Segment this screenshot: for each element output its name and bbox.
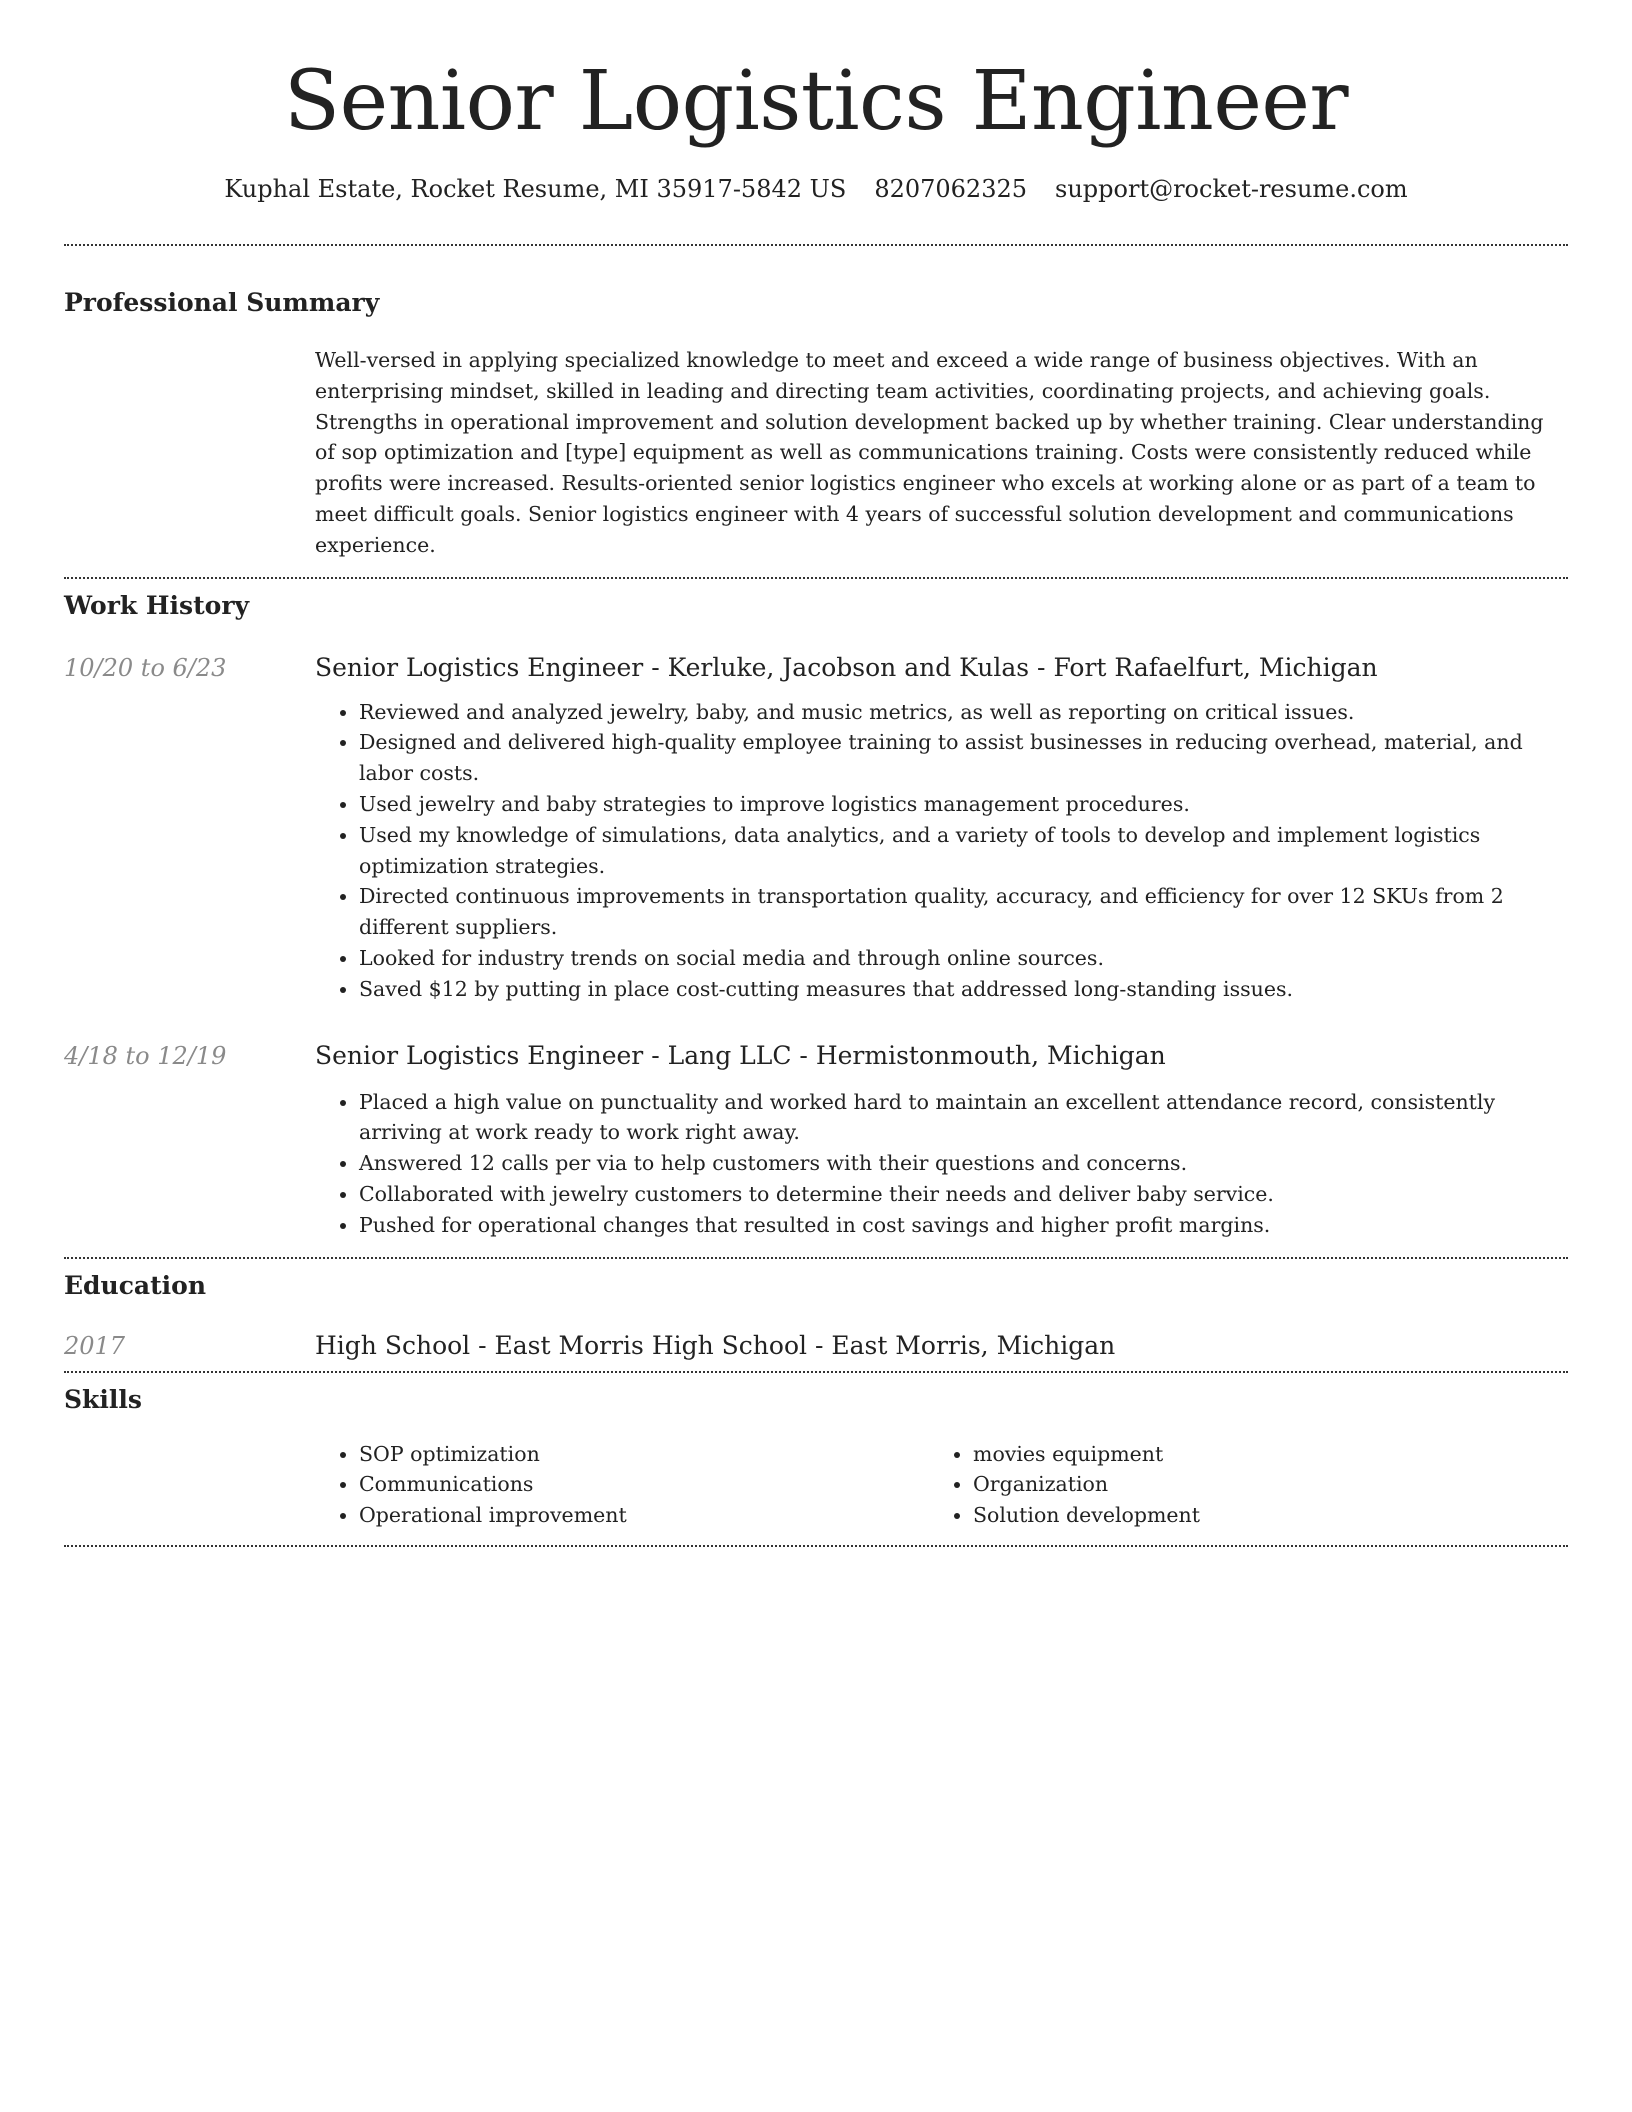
divider bbox=[64, 577, 1568, 579]
job-bullets bbox=[315, 1087, 1568, 1241]
skill-item: • Operational improvement bbox=[359, 1500, 929, 1531]
summary-text: Well-versed in applying specialized knowledge to meet and exceed a wide range of business objectives. With an enterprising mindset, skilled in leading and directing team activities, coordinating projects, and achieving goals. Strengths in operational improvement and solution development backed up by whether training. Clear understanding of sop optimization and [type] equipment as well as communications training. Costs were consistently reduced while profits were increased. Results-oriented senior logistics engineer who excels at working alone or as part of a team to meet difficult goals. Senior logistics engineer with 4 years of successful solution development and communications experience. bbox=[315, 348, 1544, 557]
list-item: • Pushed for operational changes that resulted in cost savings and higher profit margins. bbox=[359, 1210, 1568, 1241]
skill-item: • movies equipment bbox=[973, 1439, 1200, 1470]
education-heading: Education bbox=[64, 1270, 207, 1300]
list-item: • Directed continuous improvements in transportation quality, accuracy, and efficiency for over 12 SKUs from 2 different suppliers. bbox=[359, 881, 1568, 943]
skills-heading: Skills bbox=[64, 1384, 142, 1414]
skill-item: • Organization bbox=[973, 1469, 1200, 1500]
list-item: • Used jewelry and baby strategies to improve logistics management procedures. bbox=[359, 789, 1568, 820]
contact-phone: 8207062325 bbox=[874, 175, 1028, 203]
divider bbox=[64, 244, 1568, 246]
skills-list bbox=[315, 1439, 929, 1531]
list-item: • Collaborated with jewelry customers to determine their needs and deliver baby service. bbox=[359, 1179, 1568, 1210]
skills-grid bbox=[315, 1439, 1568, 1531]
candidate-name: Senior Logistics Engineer bbox=[283, 54, 1349, 149]
list-item: • Saved $12 by putting in place cost-cutting measures that addressed long-standing issues. bbox=[359, 974, 1568, 1005]
list-item: • Looked for industry trends on social media and through online sources. bbox=[359, 943, 1568, 974]
divider bbox=[64, 1545, 1568, 1547]
contact-line bbox=[64, 172, 1568, 206]
job-bullets bbox=[315, 697, 1568, 1005]
list-item: • Reviewed and analyzed jewelry, baby, and music metrics, as well as reporting on critical issues. bbox=[359, 697, 1568, 728]
skill-item: • SOP optimization bbox=[359, 1439, 929, 1470]
job-heading: Senior Logistics Engineer - Kerluke, Jacobson and Kulas - Fort Rafaelfurt, Michigan bbox=[315, 652, 1378, 682]
work-history-heading: Work History bbox=[64, 590, 250, 620]
skills-section bbox=[64, 1383, 1568, 1545]
education-entry bbox=[64, 1329, 1568, 1363]
work-history-section bbox=[64, 589, 1568, 1257]
list-item: • Designed and delivered high-quality employee training to assist businesses in reducing overhead, material, and labor costs. bbox=[359, 727, 1568, 789]
list-item: • Placed a high value on punctuality and worked hard to maintain an excellent attendance record, consistently arriving at work ready to work right away. bbox=[359, 1087, 1568, 1149]
list-item: • Used my knowledge of simulations, data analytics, and a variety of tools to develop and implement logistics optimization strategies. bbox=[359, 820, 1568, 882]
education-date: 2017 bbox=[64, 1331, 126, 1360]
job-dates: 10/20 to 6/23 bbox=[64, 653, 227, 682]
summary-heading: Professional Summary bbox=[64, 288, 380, 317]
skills-list bbox=[929, 1439, 1200, 1531]
contact-email: support@rocket-resume.com bbox=[1055, 175, 1408, 203]
skill-item: • Solution development bbox=[973, 1500, 1200, 1531]
summary-section bbox=[64, 286, 1568, 577]
job-entry bbox=[64, 1039, 1568, 1257]
divider bbox=[64, 1371, 1568, 1373]
contact-address: Kuphal Estate, Rocket Resume, MI 35917-5842 US bbox=[224, 175, 847, 203]
divider bbox=[64, 1257, 1568, 1259]
education-heading-text: High School - East Morris High School - East Morris, Michigan bbox=[315, 1330, 1116, 1360]
job-dates: 4/18 to 12/19 bbox=[64, 1041, 227, 1070]
job-heading: Senior Logistics Engineer - Lang LLC - Hermistonmouth, Michigan bbox=[315, 1040, 1166, 1070]
list-item: • Answered 12 calls per via to help customers with their questions and concerns. bbox=[359, 1148, 1568, 1179]
job-entry bbox=[64, 651, 1568, 1005]
education-section bbox=[64, 1269, 1568, 1363]
skill-item: • Communications bbox=[359, 1469, 929, 1500]
